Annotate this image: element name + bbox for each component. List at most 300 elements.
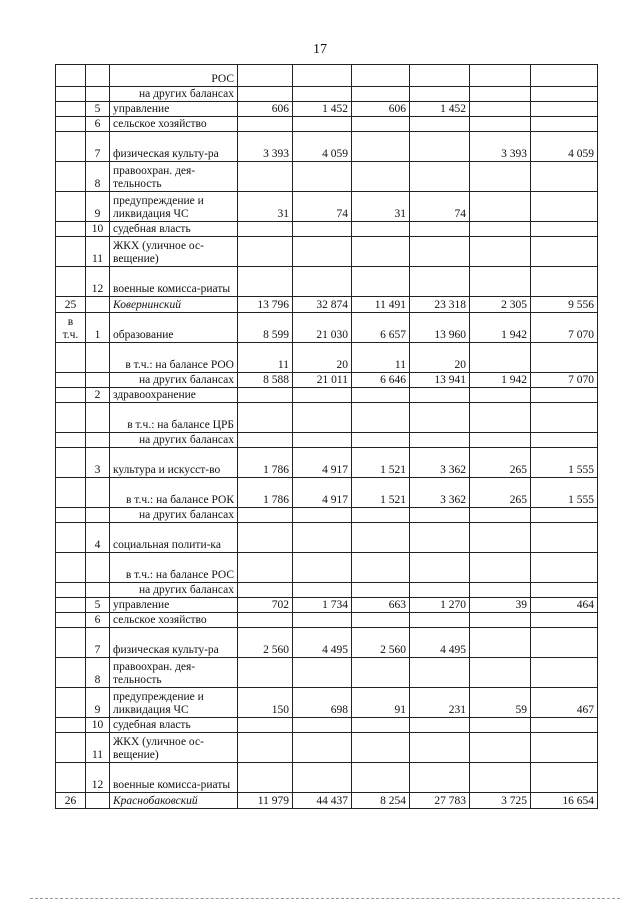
value-cell: 265 xyxy=(470,448,531,478)
value-cell: 467 xyxy=(531,688,598,718)
value-cell: 2 305 xyxy=(470,297,531,313)
value-cell xyxy=(410,658,470,688)
value-cell xyxy=(238,65,293,87)
value-cell: 13 960 xyxy=(410,313,470,343)
item-number-cell xyxy=(86,508,110,523)
table-row xyxy=(56,297,598,313)
item-number-cell: 8 xyxy=(86,162,110,192)
table-row xyxy=(56,267,598,297)
item-number-cell: 3 xyxy=(86,448,110,478)
region-number-cell xyxy=(56,267,86,297)
value-cell xyxy=(531,65,598,87)
region-number-cell xyxy=(56,87,86,102)
table-row xyxy=(56,448,598,478)
value-cell xyxy=(238,162,293,192)
value-cell xyxy=(293,658,352,688)
table-row xyxy=(56,553,598,583)
item-name-cell: здравоохранение xyxy=(110,388,238,403)
item-name-cell: в т.ч.: на балансе ЦРБ xyxy=(110,403,238,433)
item-number-cell: 8 xyxy=(86,658,110,688)
value-cell: 2 560 xyxy=(352,628,410,658)
item-name-cell: в т.ч.: на балансе РОК xyxy=(110,478,238,508)
value-cell xyxy=(352,433,410,448)
table-row xyxy=(56,478,598,508)
value-cell xyxy=(410,733,470,763)
table-row xyxy=(56,628,598,658)
value-cell: 3 362 xyxy=(410,478,470,508)
value-cell xyxy=(293,583,352,598)
item-name-cell: ЖКХ (уличное ос-вещение) xyxy=(110,237,238,267)
item-number-cell xyxy=(86,553,110,583)
item-number-cell: 9 xyxy=(86,192,110,222)
table-row xyxy=(56,65,598,87)
item-number-cell: 9 xyxy=(86,688,110,718)
value-cell xyxy=(352,132,410,162)
item-name-cell: физическая культу-ра xyxy=(110,132,238,162)
value-cell xyxy=(238,508,293,523)
item-number-cell xyxy=(86,583,110,598)
value-cell xyxy=(238,613,293,628)
value-cell: 1 555 xyxy=(531,448,598,478)
item-name-cell: управление xyxy=(110,102,238,117)
table-row xyxy=(56,388,598,403)
value-cell xyxy=(293,388,352,403)
item-number-cell: 10 xyxy=(86,222,110,237)
value-cell xyxy=(470,222,531,237)
value-cell xyxy=(352,553,410,583)
value-cell: 3 393 xyxy=(238,132,293,162)
value-cell: 1 734 xyxy=(293,598,352,613)
value-cell xyxy=(293,162,352,192)
value-cell xyxy=(410,388,470,403)
item-number-cell: 11 xyxy=(86,237,110,267)
region-number-cell xyxy=(56,598,86,613)
value-cell: 32 874 xyxy=(293,297,352,313)
item-number-cell: 12 xyxy=(86,763,110,793)
region-number-cell xyxy=(56,102,86,117)
table-row xyxy=(56,222,598,237)
item-number-cell xyxy=(86,297,110,313)
region-number-cell: 26 xyxy=(56,793,86,809)
item-name-cell: культура и искусст-во xyxy=(110,448,238,478)
item-number-cell: 10 xyxy=(86,718,110,733)
value-cell xyxy=(410,508,470,523)
value-cell xyxy=(352,237,410,267)
value-cell xyxy=(470,658,531,688)
value-cell: 39 xyxy=(470,598,531,613)
item-number-cell: 7 xyxy=(86,628,110,658)
value-cell: 698 xyxy=(293,688,352,718)
value-cell: 606 xyxy=(352,102,410,117)
value-cell xyxy=(531,583,598,598)
table-row xyxy=(56,688,598,718)
value-cell: 20 xyxy=(410,343,470,373)
value-cell xyxy=(293,87,352,102)
value-cell xyxy=(238,583,293,598)
value-cell xyxy=(410,553,470,583)
region-number-cell xyxy=(56,553,86,583)
value-cell: 9 556 xyxy=(531,297,598,313)
value-cell xyxy=(470,237,531,267)
item-name-cell: Ковернинский xyxy=(110,297,238,313)
item-number-cell xyxy=(86,87,110,102)
value-cell: 8 599 xyxy=(238,313,293,343)
value-cell xyxy=(293,613,352,628)
region-number-cell xyxy=(56,343,86,373)
value-cell xyxy=(352,523,410,553)
value-cell: 1 452 xyxy=(410,102,470,117)
region-number-cell xyxy=(56,388,86,403)
value-cell xyxy=(352,583,410,598)
item-name-cell: в т.ч.: на балансе РОС xyxy=(110,553,238,583)
table-row xyxy=(56,508,598,523)
value-cell: 7 070 xyxy=(531,373,598,388)
item-number-cell xyxy=(86,433,110,448)
item-name-cell: управление xyxy=(110,598,238,613)
value-cell xyxy=(293,733,352,763)
item-number-cell: 7 xyxy=(86,132,110,162)
value-cell xyxy=(470,65,531,87)
value-cell xyxy=(470,388,531,403)
item-number-cell xyxy=(86,373,110,388)
value-cell xyxy=(531,102,598,117)
value-cell xyxy=(470,192,531,222)
value-cell xyxy=(410,162,470,192)
value-cell: 20 xyxy=(293,343,352,373)
value-cell xyxy=(352,763,410,793)
region-number-cell xyxy=(56,237,86,267)
value-cell xyxy=(352,388,410,403)
item-name-cell: РОС xyxy=(110,65,238,87)
value-cell: 91 xyxy=(352,688,410,718)
value-cell xyxy=(352,733,410,763)
table-row xyxy=(56,433,598,448)
item-number-cell xyxy=(86,793,110,809)
value-cell xyxy=(352,718,410,733)
item-name-cell: правоохран. дея-тельность xyxy=(110,658,238,688)
table-row xyxy=(56,117,598,132)
value-cell xyxy=(410,117,470,132)
value-cell xyxy=(531,733,598,763)
value-cell: 1 786 xyxy=(238,478,293,508)
value-cell xyxy=(531,162,598,192)
value-cell: 59 xyxy=(470,688,531,718)
value-cell xyxy=(531,267,598,297)
value-cell xyxy=(410,583,470,598)
item-number-cell: 12 xyxy=(86,267,110,297)
item-name-cell: Краснобаковский xyxy=(110,793,238,809)
value-cell xyxy=(238,523,293,553)
value-cell xyxy=(410,613,470,628)
table-row xyxy=(56,162,598,192)
table-row xyxy=(56,237,598,267)
value-cell xyxy=(531,613,598,628)
value-cell xyxy=(352,508,410,523)
region-number-cell xyxy=(56,448,86,478)
item-name-cell: на других балансах xyxy=(110,508,238,523)
value-cell xyxy=(352,162,410,192)
region-number-cell: 25 xyxy=(56,297,86,313)
region-number-cell xyxy=(56,718,86,733)
region-number-cell xyxy=(56,117,86,132)
value-cell: 4 917 xyxy=(293,448,352,478)
item-name-cell: предупреждение и ликвидация ЧС xyxy=(110,688,238,718)
item-name-cell: сельское хозяйство xyxy=(110,117,238,132)
value-cell xyxy=(470,763,531,793)
region-number-cell xyxy=(56,65,86,87)
value-cell: 231 xyxy=(410,688,470,718)
value-cell: 7 070 xyxy=(531,313,598,343)
value-cell xyxy=(470,553,531,583)
value-cell xyxy=(352,403,410,433)
item-name-cell: социальная полити-ка xyxy=(110,523,238,553)
value-cell xyxy=(238,117,293,132)
value-cell xyxy=(293,267,352,297)
value-cell xyxy=(293,237,352,267)
value-cell xyxy=(470,523,531,553)
item-name-cell: судебная власть xyxy=(110,718,238,733)
value-cell: 4 495 xyxy=(410,628,470,658)
region-number-cell xyxy=(56,628,86,658)
region-number-cell xyxy=(56,583,86,598)
value-cell: 150 xyxy=(238,688,293,718)
region-number-cell xyxy=(56,433,86,448)
table-row xyxy=(56,733,598,763)
value-cell xyxy=(238,222,293,237)
value-cell xyxy=(531,237,598,267)
value-cell xyxy=(238,267,293,297)
value-cell: 31 xyxy=(238,192,293,222)
region-number-cell xyxy=(56,688,86,718)
item-name-cell: судебная власть xyxy=(110,222,238,237)
table-row xyxy=(56,583,598,598)
value-cell xyxy=(410,433,470,448)
value-cell: 1 786 xyxy=(238,448,293,478)
value-cell xyxy=(352,613,410,628)
value-cell: 464 xyxy=(531,598,598,613)
value-cell xyxy=(352,658,410,688)
value-cell xyxy=(410,132,470,162)
value-cell xyxy=(531,433,598,448)
value-cell xyxy=(470,102,531,117)
value-cell xyxy=(470,613,531,628)
region-number-cell xyxy=(56,613,86,628)
value-cell: 21 011 xyxy=(293,373,352,388)
value-cell: 606 xyxy=(238,102,293,117)
value-cell xyxy=(238,718,293,733)
table-row xyxy=(56,403,598,433)
item-name-cell: предупреждение и ликвидация ЧС xyxy=(110,192,238,222)
value-cell: 4 917 xyxy=(293,478,352,508)
region-number-cell xyxy=(56,523,86,553)
item-name-cell: в т.ч.: на балансе РОО xyxy=(110,343,238,373)
value-cell xyxy=(238,433,293,448)
value-cell xyxy=(410,87,470,102)
value-cell: 1 942 xyxy=(470,373,531,388)
value-cell xyxy=(293,433,352,448)
table-row xyxy=(56,598,598,613)
value-cell: 13 941 xyxy=(410,373,470,388)
value-cell xyxy=(238,763,293,793)
item-name-cell: на других балансах xyxy=(110,373,238,388)
value-cell xyxy=(470,583,531,598)
value-cell xyxy=(293,718,352,733)
value-cell: 23 318 xyxy=(410,297,470,313)
value-cell xyxy=(470,433,531,448)
value-cell: 74 xyxy=(410,192,470,222)
value-cell xyxy=(293,117,352,132)
table-row xyxy=(56,718,598,733)
value-cell xyxy=(352,87,410,102)
value-cell xyxy=(531,222,598,237)
item-number-cell xyxy=(86,65,110,87)
value-cell xyxy=(410,267,470,297)
value-cell xyxy=(238,658,293,688)
value-cell xyxy=(352,65,410,87)
value-cell: 11 979 xyxy=(238,793,293,809)
value-cell: 1 942 xyxy=(470,313,531,343)
item-name-cell: на других балансах xyxy=(110,87,238,102)
region-number-cell xyxy=(56,733,86,763)
value-cell xyxy=(531,87,598,102)
value-cell: 3 393 xyxy=(470,132,531,162)
page-edge-rule xyxy=(30,898,620,899)
value-cell: 8 588 xyxy=(238,373,293,388)
table-row xyxy=(56,763,598,793)
value-cell xyxy=(410,523,470,553)
region-number-cell xyxy=(56,508,86,523)
region-number-cell: в т.ч. xyxy=(56,313,86,343)
value-cell: 702 xyxy=(238,598,293,613)
value-cell: 13 796 xyxy=(238,297,293,313)
value-cell: 1 270 xyxy=(410,598,470,613)
value-cell xyxy=(410,65,470,87)
region-number-cell xyxy=(56,763,86,793)
value-cell xyxy=(531,763,598,793)
value-cell xyxy=(293,553,352,583)
region-number-cell xyxy=(56,192,86,222)
item-name-cell: правоохран. дея-тельность xyxy=(110,162,238,192)
region-number-cell xyxy=(56,373,86,388)
table-row xyxy=(56,343,598,373)
table-row xyxy=(56,192,598,222)
value-cell xyxy=(238,403,293,433)
value-cell xyxy=(238,237,293,267)
value-cell xyxy=(352,222,410,237)
value-cell xyxy=(410,403,470,433)
value-cell: 21 030 xyxy=(293,313,352,343)
value-cell xyxy=(531,718,598,733)
table-row xyxy=(56,373,598,388)
table-row xyxy=(56,102,598,117)
value-cell: 6 657 xyxy=(352,313,410,343)
item-name-cell: военные комисса-риаты xyxy=(110,763,238,793)
value-cell xyxy=(531,523,598,553)
value-cell xyxy=(352,267,410,297)
value-cell xyxy=(470,87,531,102)
value-cell xyxy=(410,718,470,733)
item-number-cell xyxy=(86,343,110,373)
value-cell xyxy=(470,267,531,297)
item-number-cell xyxy=(86,478,110,508)
item-number-cell: 1 xyxy=(86,313,110,343)
region-number-cell xyxy=(56,132,86,162)
value-cell: 4 059 xyxy=(293,132,352,162)
value-cell: 2 560 xyxy=(238,628,293,658)
value-cell: 8 254 xyxy=(352,793,410,809)
item-number-cell: 2 xyxy=(86,388,110,403)
value-cell xyxy=(470,628,531,658)
table-row xyxy=(56,613,598,628)
value-cell: 663 xyxy=(352,598,410,613)
item-number-cell: 4 xyxy=(86,523,110,553)
value-cell: 11 xyxy=(238,343,293,373)
value-cell: 1 452 xyxy=(293,102,352,117)
value-cell xyxy=(410,763,470,793)
page-number: 17 xyxy=(313,42,327,57)
value-cell xyxy=(470,718,531,733)
table-row xyxy=(56,132,598,162)
item-number-cell: 6 xyxy=(86,117,110,132)
value-cell xyxy=(531,553,598,583)
region-number-cell xyxy=(56,658,86,688)
region-number-cell xyxy=(56,403,86,433)
table-row xyxy=(56,523,598,553)
value-cell xyxy=(531,343,598,373)
item-number-cell: 6 xyxy=(86,613,110,628)
value-cell: 3 725 xyxy=(470,793,531,809)
item-number-cell: 5 xyxy=(86,598,110,613)
item-name-cell: физическая культу-ра xyxy=(110,628,238,658)
value-cell xyxy=(238,733,293,763)
value-cell xyxy=(531,658,598,688)
value-cell xyxy=(470,403,531,433)
item-name-cell: сельское хозяйство xyxy=(110,613,238,628)
value-cell: 6 646 xyxy=(352,373,410,388)
value-cell xyxy=(293,65,352,87)
value-cell xyxy=(531,403,598,433)
value-cell: 31 xyxy=(352,192,410,222)
value-cell: 16 654 xyxy=(531,793,598,809)
table-row xyxy=(56,313,598,343)
item-name-cell: на других балансах xyxy=(110,583,238,598)
value-cell xyxy=(531,117,598,132)
value-cell: 1 521 xyxy=(352,478,410,508)
value-cell xyxy=(470,733,531,763)
value-cell: 4 059 xyxy=(531,132,598,162)
value-cell xyxy=(293,222,352,237)
value-cell xyxy=(531,388,598,403)
item-name-cell: на других балансах xyxy=(110,433,238,448)
value-cell xyxy=(293,763,352,793)
value-cell: 265 xyxy=(470,478,531,508)
table-row xyxy=(56,87,598,102)
value-cell: 27 783 xyxy=(410,793,470,809)
value-cell xyxy=(470,162,531,192)
value-cell xyxy=(293,523,352,553)
value-cell: 11 491 xyxy=(352,297,410,313)
table-row xyxy=(56,793,598,809)
value-cell xyxy=(410,237,470,267)
item-name-cell: военные комисса-риаты xyxy=(110,267,238,297)
budget-table-body xyxy=(56,65,598,809)
value-cell: 4 495 xyxy=(293,628,352,658)
value-cell: 74 xyxy=(293,192,352,222)
value-cell: 1 521 xyxy=(352,448,410,478)
value-cell xyxy=(531,628,598,658)
budget-table xyxy=(55,64,598,809)
value-cell: 44 437 xyxy=(293,793,352,809)
